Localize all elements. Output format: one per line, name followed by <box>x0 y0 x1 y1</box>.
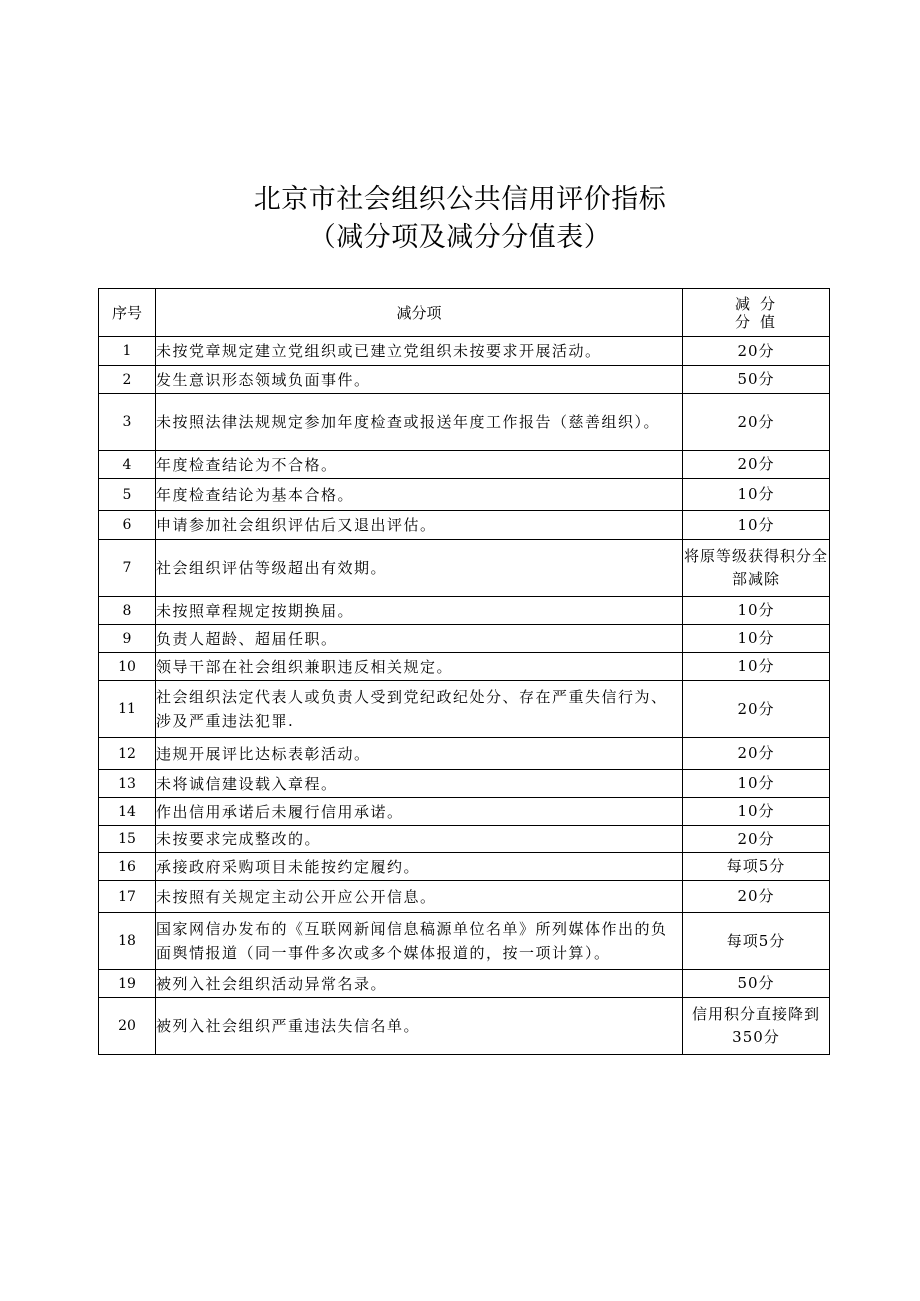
table-row <box>99 597 830 625</box>
table-row <box>99 394 830 451</box>
document-subtitle: （减分项及减分分值表） <box>308 222 612 253</box>
table-row <box>99 998 830 1055</box>
row-deduction-score: 20分 <box>683 881 830 913</box>
row-deduction-item: 发生意识形态领域负面事件。 <box>156 366 683 394</box>
row-deduction-item: 负责人超龄、超届任职。 <box>156 625 683 653</box>
row-number: 17 <box>99 881 156 913</box>
row-number: 11 <box>99 681 156 738</box>
row-deduction-item: 国家网信办发布的《互联网新闻信息稿源单位名单》所列媒体作出的负面舆情报道（同一事件多次或多个媒体报道的，按一项计算）。 <box>156 913 683 970</box>
row-number: 10 <box>99 653 156 681</box>
row-deduction-item: 年度检查结论为不合格。 <box>156 451 683 479</box>
row-deduction-item: 未按照章程规定按期换届。 <box>156 597 683 625</box>
row-deduction-score: 50分 <box>683 970 830 998</box>
row-deduction-score: 每项5分 <box>683 853 830 881</box>
header-score-line1: 减分 <box>734 294 785 313</box>
row-deduction-score: 信用积分直接降到350分 <box>683 998 830 1055</box>
header-score-line2: 分值 <box>734 312 785 331</box>
table-row <box>99 970 830 998</box>
row-deduction-score: 10分 <box>683 511 830 540</box>
row-deduction-score: 10分 <box>683 798 830 826</box>
header-no: 序号 <box>99 289 156 337</box>
table-row <box>99 625 830 653</box>
row-deduction-item: 被列入社会组织严重违法失信名单。 <box>156 998 683 1055</box>
row-deduction-item: 社会组织法定代表人或负责人受到党纪政纪处分、存在严重失信行为、涉及严重违法犯罪. <box>156 681 683 738</box>
table-row <box>99 881 830 913</box>
table-row <box>99 511 830 540</box>
row-number: 14 <box>99 798 156 826</box>
deduction-table <box>98 288 830 1055</box>
table-row <box>99 853 830 881</box>
row-number: 15 <box>99 826 156 853</box>
row-number: 7 <box>99 540 156 597</box>
table-row <box>99 681 830 738</box>
row-deduction-score: 20分 <box>683 337 830 366</box>
row-deduction-score: 20分 <box>683 681 830 738</box>
table-row <box>99 798 830 826</box>
row-number: 18 <box>99 913 156 970</box>
row-number: 2 <box>99 366 156 394</box>
header-item: 减分项 <box>156 289 683 337</box>
table-row <box>99 479 830 511</box>
row-deduction-score: 10分 <box>683 479 830 511</box>
row-deduction-item: 违规开展评比达标表彰活动。 <box>156 738 683 770</box>
row-deduction-score: 10分 <box>683 625 830 653</box>
row-number: 6 <box>99 511 156 540</box>
row-deduction-item: 未按要求完成整改的。 <box>156 826 683 853</box>
row-number: 20 <box>99 998 156 1055</box>
row-number: 12 <box>99 738 156 770</box>
row-number: 5 <box>99 479 156 511</box>
row-number: 8 <box>99 597 156 625</box>
row-deduction-item: 未按照有关规定主动公开应公开信息。 <box>156 881 683 913</box>
row-deduction-score: 20分 <box>683 451 830 479</box>
row-deduction-score: 50分 <box>683 366 830 394</box>
row-number: 3 <box>99 394 156 451</box>
table-row <box>99 653 830 681</box>
row-deduction-item: 未按照法律法规规定参加年度检查或报送年度工作报告（慈善组织）。 <box>156 394 683 451</box>
document-title: 北京市社会组织公共信用评价指标 <box>253 184 667 215</box>
row-number: 13 <box>99 770 156 798</box>
row-deduction-score: 每项5分 <box>683 913 830 970</box>
row-deduction-score: 20分 <box>683 394 830 451</box>
row-deduction-score: 10分 <box>683 653 830 681</box>
header-score <box>683 289 830 337</box>
row-deduction-item: 未按党章规定建立党组织或已建立党组织未按要求开展活动。 <box>156 337 683 366</box>
row-deduction-item: 社会组织评估等级超出有效期。 <box>156 540 683 597</box>
table-row <box>99 913 830 970</box>
table-row <box>99 770 830 798</box>
row-deduction-item: 年度检查结论为基本合格。 <box>156 479 683 511</box>
table-row <box>99 826 830 853</box>
table-row <box>99 738 830 770</box>
row-deduction-score: 将原等级获得积分全部减除 <box>683 540 830 597</box>
row-deduction-item: 被列入社会组织活动异常名录。 <box>156 970 683 998</box>
table-row <box>99 451 830 479</box>
table-row <box>99 366 830 394</box>
row-deduction-item: 作出信用承诺后未履行信用承诺。 <box>156 798 683 826</box>
table-row <box>99 337 830 366</box>
row-number: 9 <box>99 625 156 653</box>
table-header-row <box>99 289 830 337</box>
row-number: 16 <box>99 853 156 881</box>
row-number: 4 <box>99 451 156 479</box>
row-deduction-score: 10分 <box>683 770 830 798</box>
row-deduction-item: 未将诚信建设载入章程。 <box>156 770 683 798</box>
row-deduction-item: 申请参加社会组织评估后又退出评估。 <box>156 511 683 540</box>
row-deduction-score: 20分 <box>683 738 830 770</box>
table-row <box>99 540 830 597</box>
row-number: 1 <box>99 337 156 366</box>
row-deduction-score: 20分 <box>683 826 830 853</box>
row-deduction-score: 10分 <box>683 597 830 625</box>
row-deduction-item: 领导干部在社会组织兼职违反相关规定。 <box>156 653 683 681</box>
row-number: 19 <box>99 970 156 998</box>
row-deduction-item: 承接政府采购项目未能按约定履约。 <box>156 853 683 881</box>
